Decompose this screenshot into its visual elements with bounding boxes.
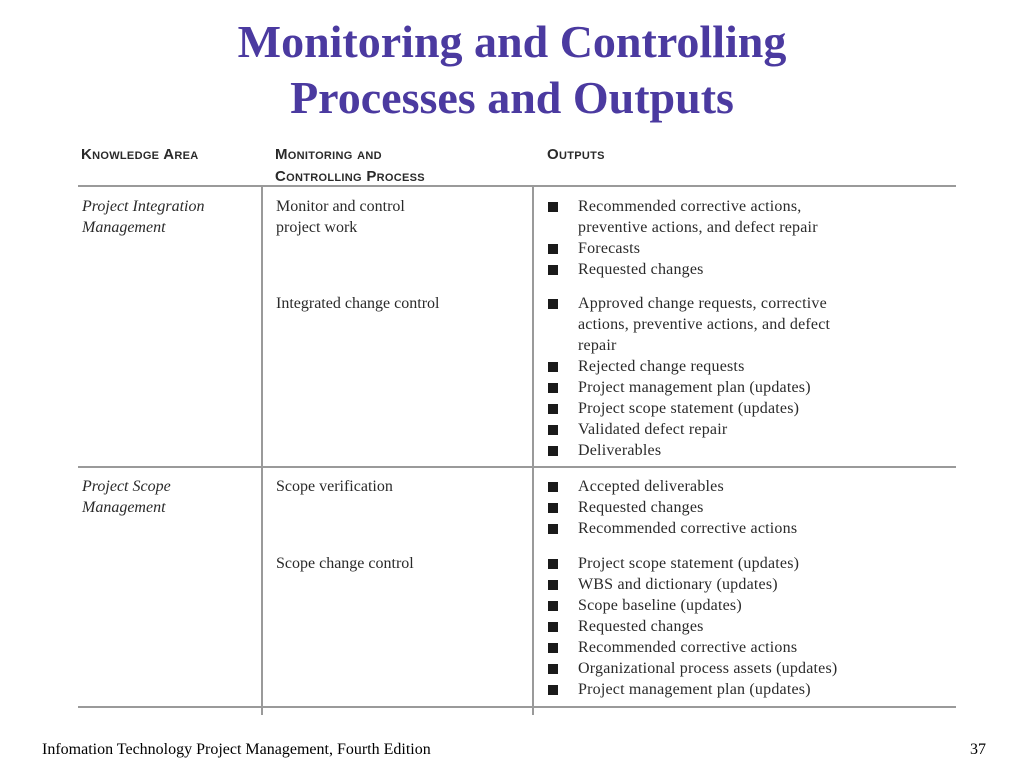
square-bullet-icon <box>548 643 558 653</box>
section-divider <box>78 466 956 468</box>
process-monitor-control-work: Monitor and control project work <box>276 198 405 236</box>
list-item: Project scope statement (updates) <box>546 553 956 574</box>
list-item: Validated defect repair <box>546 419 956 440</box>
square-bullet-icon <box>548 383 558 393</box>
outputs-integrated-change-control <box>546 293 956 461</box>
list-item: Requested changes <box>546 259 956 280</box>
square-bullet-icon <box>548 425 558 435</box>
square-bullet-icon <box>548 482 558 492</box>
header-divider <box>78 185 956 187</box>
footer-source: Infomation Technology Project Management, Fourth Edition <box>42 741 431 758</box>
square-bullet-icon <box>548 580 558 590</box>
processes-outputs-table <box>78 140 956 715</box>
column-divider-1 <box>261 186 263 715</box>
square-bullet-icon <box>548 446 558 456</box>
square-bullet-icon <box>548 601 558 611</box>
header-process: Monitoring and Controlling Process <box>275 146 425 185</box>
square-bullet-icon <box>548 362 558 372</box>
outputs-monitor-control-work <box>546 196 956 280</box>
square-bullet-icon <box>548 244 558 254</box>
list-item: Rejected change requests <box>546 356 956 377</box>
square-bullet-icon <box>548 265 558 275</box>
list-item: Project management plan (updates) <box>546 377 956 398</box>
list-item: Accepted deliverables <box>546 476 956 497</box>
list-item: Recommended corrective actions, preventive actions, and defect repair <box>546 196 956 238</box>
list-item: Recommended corrective actions <box>546 637 956 658</box>
list-item: WBS and dictionary (updates) <box>546 574 956 595</box>
process-scope-change-control: Scope change control <box>276 555 414 572</box>
square-bullet-icon <box>548 404 558 414</box>
square-bullet-icon <box>548 299 558 309</box>
square-bullet-icon <box>548 664 558 674</box>
page-number: 37 <box>970 741 986 758</box>
square-bullet-icon <box>548 524 558 534</box>
list-item: Requested changes <box>546 616 956 637</box>
square-bullet-icon <box>548 202 558 212</box>
header-knowledge-area: Knowledge Area <box>81 146 199 163</box>
list-item: Approved change requests, corrective actions, preventive actions, and defect repair <box>546 293 956 356</box>
square-bullet-icon <box>548 503 558 513</box>
slide-title-line-1: Monitoring and Controlling <box>237 16 787 67</box>
list-item: Scope baseline (updates) <box>546 595 956 616</box>
list-item: Organizational process assets (updates) <box>546 658 956 679</box>
column-divider-2 <box>532 186 534 715</box>
list-item: Recommended corrective actions <box>546 518 956 539</box>
process-scope-verification: Scope verification <box>276 478 393 495</box>
process-integrated-change-control: Integrated change control <box>276 295 440 312</box>
list-item: Requested changes <box>546 497 956 518</box>
header-outputs: Outputs <box>547 146 605 163</box>
outputs-scope-verification <box>546 476 956 539</box>
knowledge-area-integration: Project Integration Management <box>82 198 205 236</box>
knowledge-area-scope: Project Scope Management <box>82 478 171 516</box>
square-bullet-icon <box>548 622 558 632</box>
list-item: Project management plan (updates) <box>546 679 956 700</box>
slide-title-line-2: Processes and Outputs <box>290 72 734 123</box>
list-item: Forecasts <box>546 238 956 259</box>
square-bullet-icon <box>548 685 558 695</box>
list-item: Deliverables <box>546 440 956 461</box>
square-bullet-icon <box>548 559 558 569</box>
slide-title <box>0 14 1024 126</box>
list-item: Project scope statement (updates) <box>546 398 956 419</box>
outputs-scope-change-control <box>546 553 956 700</box>
table-bottom-rule <box>78 706 956 708</box>
